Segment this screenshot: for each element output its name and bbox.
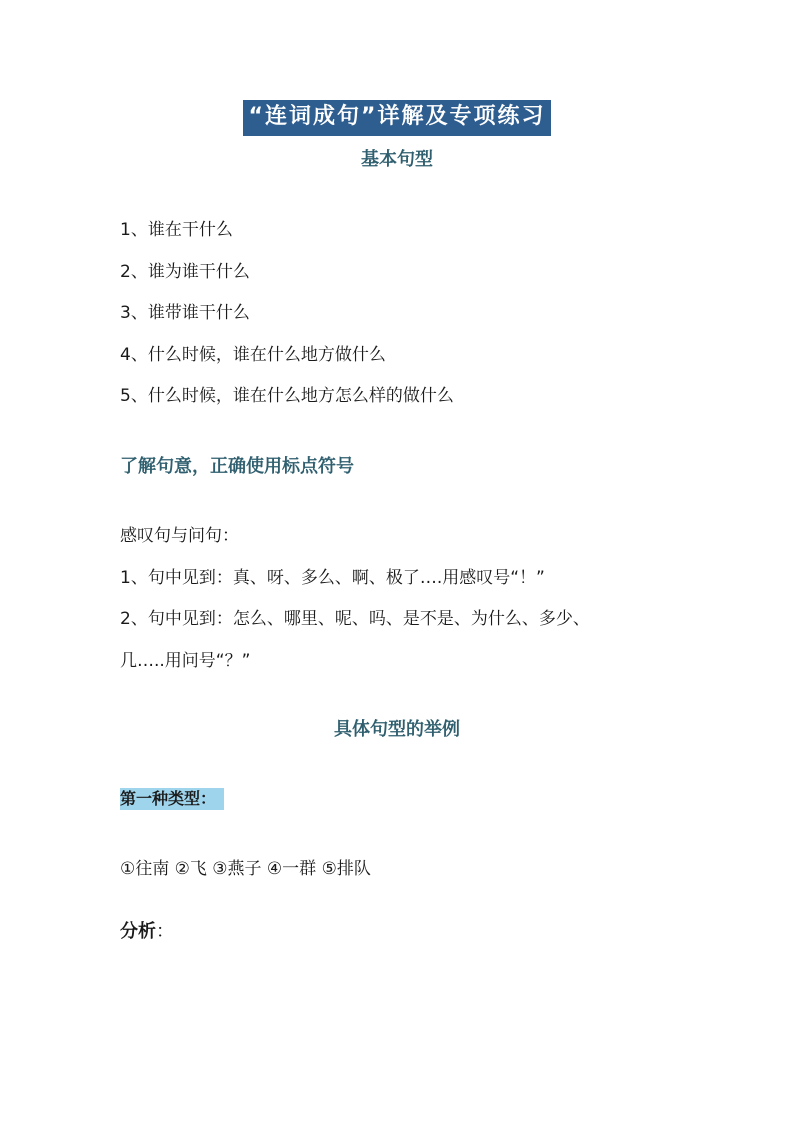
pattern-item-1: 1、谁在干什么 bbox=[120, 220, 233, 240]
title-container bbox=[0, 100, 794, 136]
section-heading-punctuation: 了解句意，正确使用标点符号 bbox=[120, 456, 354, 477]
type-label-highlight: 第一种类型： bbox=[120, 788, 224, 810]
punctuation-intro: 感叹句与问句： bbox=[120, 526, 239, 546]
punctuation-line-1: 1、句中见到：真、呀、多么、啊、极了….用感叹号“！” bbox=[120, 568, 545, 588]
analysis-label-colon: ： bbox=[156, 921, 174, 942]
pattern-item-5: 5、什么时候，谁在什么地方怎么样的做什么 bbox=[120, 386, 454, 406]
pattern-item-4: 4、什么时候，谁在什么地方做什么 bbox=[120, 345, 386, 365]
punctuation-line-2: 2、句中见到：怎么、哪里、呢、吗、是不是、为什么、多少、 bbox=[120, 609, 590, 629]
pattern-item-3: 3、谁带谁干什么 bbox=[120, 303, 250, 323]
document-title: “连词成句”详解及专项练习 bbox=[243, 100, 552, 136]
word-list: ①往南 ②飞 ③燕子 ④一群 ⑤排队 bbox=[120, 859, 371, 879]
section-heading-basic-patterns: 基本句型 bbox=[361, 149, 433, 170]
section-heading-examples: 具体句型的举例 bbox=[334, 719, 460, 740]
pattern-item-2: 2、谁为谁干什么 bbox=[120, 262, 250, 282]
analysis-label-bold: 分析 bbox=[120, 921, 156, 942]
analysis-label bbox=[120, 920, 174, 944]
punctuation-line-3: 几…..用问号“？” bbox=[120, 651, 251, 671]
